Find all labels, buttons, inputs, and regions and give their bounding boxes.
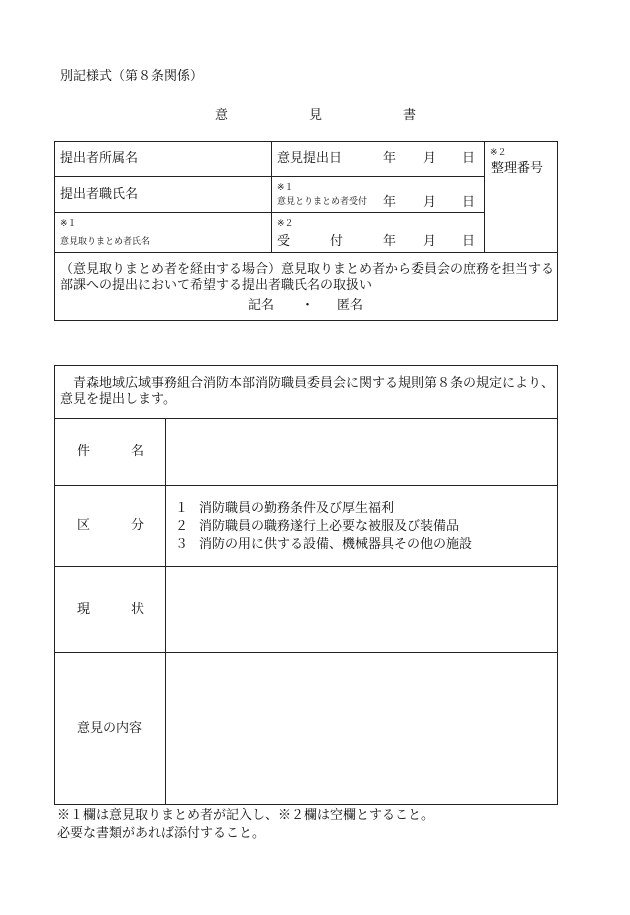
option-separator: ・ (301, 298, 315, 313)
category-num-3: ３ (175, 537, 189, 552)
submit-month: 月 (423, 151, 437, 166)
compiler-name-label: 意見取りまとめ者氏名 (60, 237, 151, 247)
submitter-table (54, 141, 558, 321)
accept-month: 月 (423, 234, 437, 249)
subject-label-2: 名 (131, 444, 145, 459)
option-named: 記名 (248, 298, 275, 313)
category-item-1: 消防職員の勤務条件及び厚生福利 (199, 501, 395, 516)
affiliation-label: 提出者所属名 (60, 151, 139, 166)
accept-day: 日 (462, 234, 476, 249)
category-label-2: 分 (131, 518, 145, 533)
note-2: 必要な書類があれば添付すること。 (57, 826, 266, 841)
opinion-content-label: 意見の内容 (77, 721, 143, 736)
title-char-2: 見 (309, 108, 323, 123)
form-label: 別記様式（第８条関係） (60, 69, 204, 84)
compiler-mark: ※１ (60, 219, 77, 229)
intro-text: 青森地域広域事務組合消防本部消防職員委員会に関する規則第８条の規定により、意見を提出します。 (60, 376, 555, 407)
title-char-3: 書 (403, 108, 417, 123)
accept-char-1: 受 (277, 234, 291, 249)
accept-char-2: 付 (330, 234, 344, 249)
opinion-table (54, 365, 558, 805)
ref-mark: ※２ (490, 148, 507, 158)
accept-year: 年 (383, 234, 397, 249)
category-item-2: 消防職員の職務遂行上必要な被服及び装備品 (199, 519, 460, 534)
category-label-1: 区 (77, 518, 91, 533)
receipt-label: 意見とりまとめ者受付 (277, 197, 368, 207)
status-label-2: 状 (131, 602, 145, 617)
receipt-year: 年 (383, 195, 397, 210)
receipt-mark: ※１ (277, 183, 294, 193)
status-label-1: 現 (77, 602, 91, 617)
submit-year: 年 (383, 151, 397, 166)
accept-mark: ※２ (277, 219, 294, 229)
submit-day: 日 (462, 151, 476, 166)
category-num-1: １ (175, 501, 189, 516)
note-1: ※１欄は意見取りまとめ者が記入し、※２欄は空欄とすること。 (57, 808, 435, 823)
category-num-2: ２ (175, 519, 189, 534)
receipt-month: 月 (423, 195, 437, 210)
receipt-day: 日 (462, 195, 476, 210)
name-label: 提出者職氏名 (60, 187, 139, 202)
handling-text: （意見取りまとめ者を経由する場合）意見取りまとめ者から委員会の庶務を担当する部課への提出において希望する提出者職氏名の取扱い (60, 262, 555, 293)
subject-label-1: 件 (77, 444, 91, 459)
ref-number-label: 整理番号 (491, 161, 544, 176)
option-anonymous: 匿名 (337, 298, 364, 313)
category-item-3: 消防の用に供する設備、機械器具その他の施設 (199, 537, 473, 552)
submit-date-label: 意見提出日 (277, 151, 343, 166)
title-char-1: 意 (215, 108, 229, 123)
